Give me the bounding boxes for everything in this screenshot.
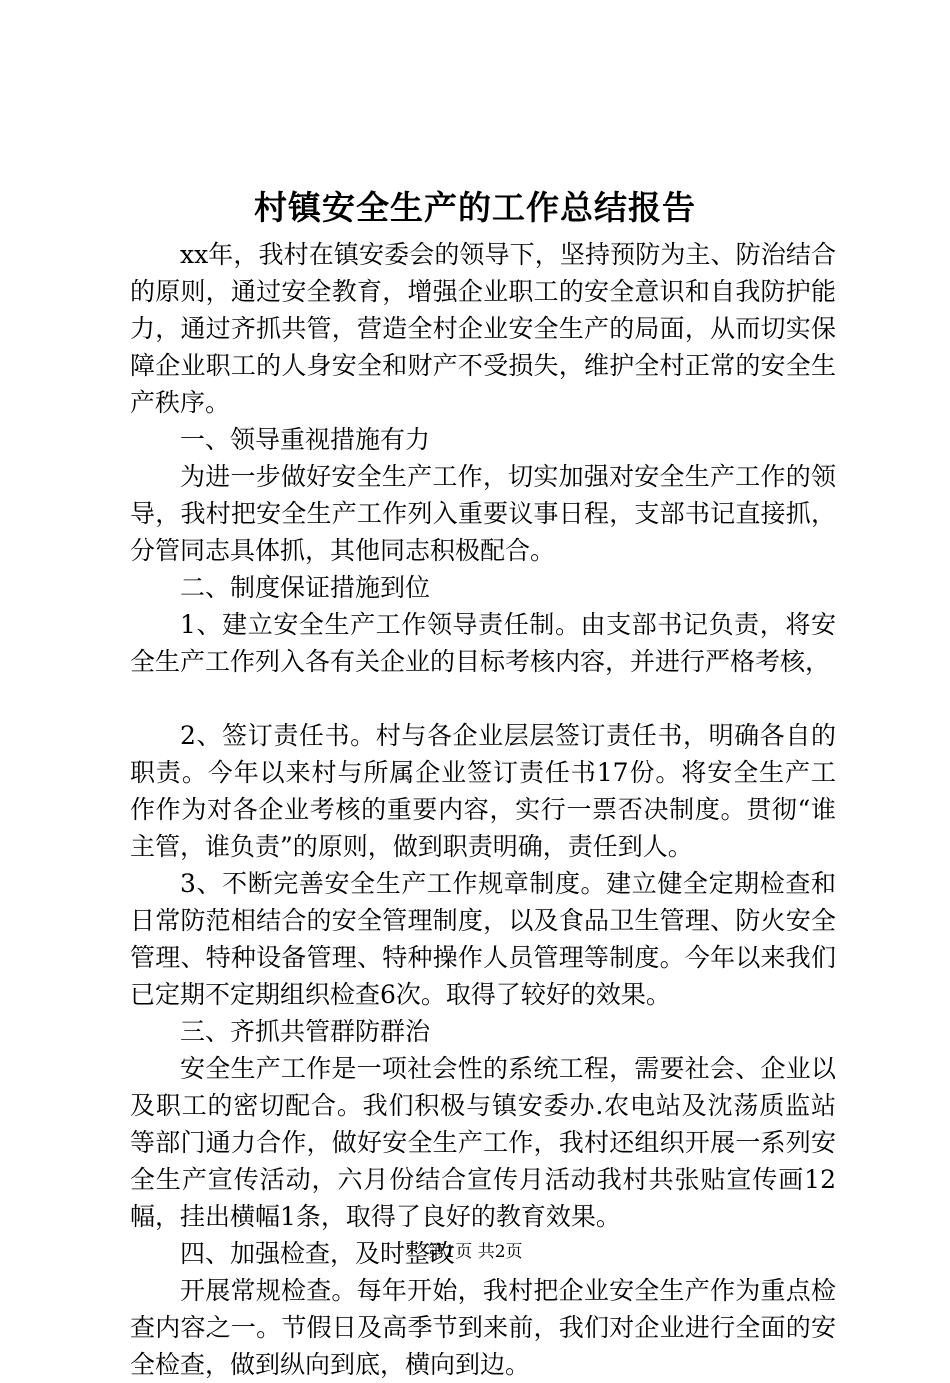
paragraph-rules: 3、不断完善安全生产工作规章制度。建立健全定期检查和日常防范相结合的安全管理制度，以及食品卫生管理、防火安全管理、特种设备管理、特种操作人员管理等制度。今年以来我们已定期不定期组织检查6次。取得了较好的效果。 bbox=[130, 869, 836, 1009]
paragraph-inspection: 开展常规检查。每年开始，我村把企业安全生产作为重点检查内容之一。节假日及高季节到来前，我们对企业进行全面的安全检查，做到纵向到底，横向到边。 bbox=[130, 1276, 836, 1379]
document-body bbox=[130, 236, 836, 1383]
section-heading-1: 一、领导重视措施有力 bbox=[180, 425, 431, 454]
paragraph-responsibility-system: 1、建立安全生产工作领导责任制。由支部书记负责，将安全生产工作列入各有关企业的目标考核内容，并进行严格考核， bbox=[130, 610, 836, 676]
document-title: 村镇安全生产的工作总结报告 bbox=[254, 188, 696, 227]
paragraph-intro: xx年，我村在镇安委会的领导下，坚持预防为主、防治结合的原则，通过安全教育，增强企业职工的安全意识和自我防护能力，通过齐抓共管，营造全村企业安全生产的局面，从而切实保障企业职工的人身安全和财产不受损失，维护全村正常的安全生产秩序。 bbox=[130, 240, 836, 417]
section-heading-2: 二、制度保证措施到位 bbox=[180, 573, 431, 602]
section-heading-4: 四、加强检查，及时整改 bbox=[180, 1239, 456, 1268]
paragraph-responsibility-letter: 2、签订责任书。村与各企业层层签订责任书，明确各自的职责。今年以来村与所属企业签订责任书17份。将安全生产工作作为对各企业考核的重要内容，实行一票否决制度。贯彻“谁主管，谁负责”的原则，做到职责明确，责任到人。 bbox=[130, 721, 836, 861]
section-heading-3: 三、齐抓共管群防群治 bbox=[180, 1017, 431, 1046]
page-footer: 第1页 共2页 bbox=[427, 1242, 523, 1262]
paragraph-leadership: 为进一步做好安全生产工作，切实加强对安全生产工作的领导，我村把安全生产工作列入重要议事日程，支部书记直接抓，分管同志具体抓，其他同志积极配合。 bbox=[130, 462, 836, 565]
paragraph-cooperation: 安全生产工作是一项社会性的系统工程，需要社会、企业以及职工的密切配合。我们积极与镇安委办.农电站及沈荡质监站等部门通力合作，做好安全生产工作，我村还组织开展一系列安全生产宣传活动，六月份结合宣传月活动我村共张贴宣传画12幅，挂出横幅1条，取得了良好的教育效果。 bbox=[130, 1054, 836, 1231]
